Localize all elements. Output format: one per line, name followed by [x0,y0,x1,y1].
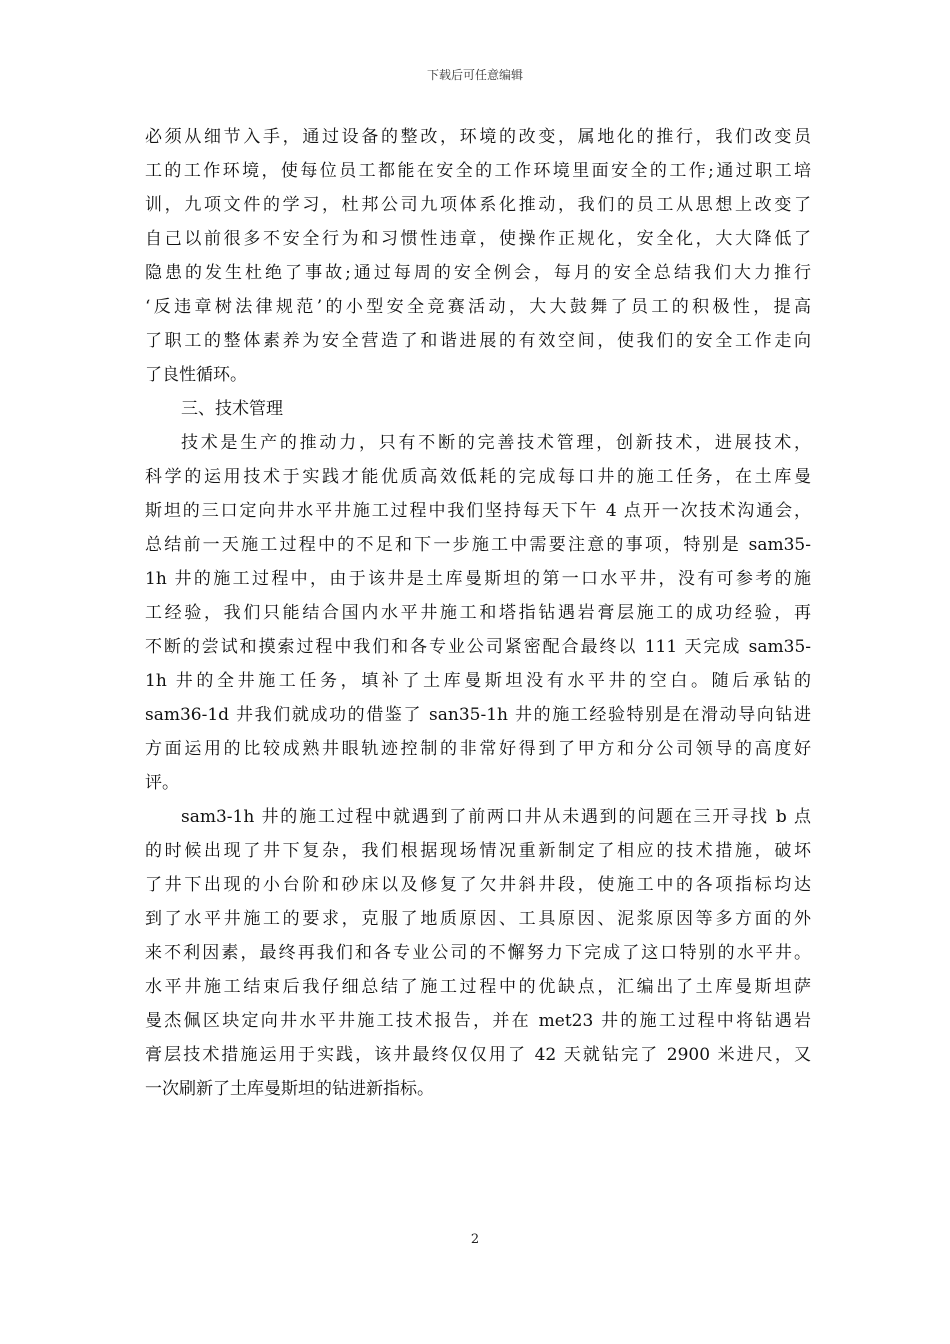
text-line: 自己以前很多不安全行为和习惯性违章，使操作正规化，安全化，大大降低了 [145,229,811,249]
text-line: 必须从细节入手，通过设备的整改，环境的改变，属地化的推行，我们改变员 [145,127,811,147]
text-line: 工经验，我们只能结合国内水平井施工和塔指钻遇岩膏层施工的成功经验，再 [145,603,811,623]
text-line: 技术是生产的推动力，只有不断的完善技术管理，创新技术，进展技术， [181,433,811,453]
text-line: 1h 井的全井施工任务，填补了土库曼斯坦没有水平井的空白。随后承钻的 [145,671,811,691]
text-line: 斯坦的三口定向井水平井施工过程中我们坚持每天下午 4 点开一次技术沟通会， [145,501,811,521]
text-line: 1h 井的施工过程中，由于该井是土库曼斯坦的第一口水平井，没有可参考的施 [145,569,811,589]
text-line: sam36-1d 井我们就成功的借鉴了 san35-1h 井的施工经验特别是在滑动导向钻进 [145,705,811,725]
document-body [145,120,811,1106]
text-line: 膏层技术措施运用于实践，该井最终仅仅用了 42 天就钻完了 2900 米进尺，又 [145,1045,811,1065]
text-line: 了职工的整体素养为安全营造了和谐进展的有效空间，使我们的安全工作走向 [145,331,811,351]
text-line: 来不利因素，最终再我们和各专业公司的不懈努力下完成了这口特别的水平井。 [145,943,811,963]
section-heading: 三、技术管理 [181,399,283,419]
page-header: 下载后可任意编辑 [426,68,523,82]
text-line: ‘反违章树法律规范’的小型安全竞赛活动，大大鼓舞了员工的积极性，提高 [145,297,811,317]
text-line: 水平井施工结束后我仔细总结了施工过程中的优缺点，汇编出了土库曼斯坦萨 [145,977,811,997]
text-line: 到了水平井施工的要求，克服了地质原因、工具原因、泥浆原因等多方面的外 [145,909,811,929]
text-line: 的时候出现了井下复杂，我们根据现场情况重新制定了相应的技术措施，破坏 [145,841,811,861]
text-line: 工的工作环境，使每位员工都能在安全的工作环境里面安全的工作;通过职工培 [145,161,811,181]
text-line: 隐患的发生杜绝了事故;通过每周的安全例会，每月的安全总结我们大力推行 [145,263,811,283]
text-line: 科学的运用技术于实践才能优质高效低耗的完成每口井的施工任务，在土库曼 [145,467,811,487]
text-line: 了良性循环。 [145,365,247,385]
text-line: 不断的尝试和摸索过程中我们和各专业公司紧密配合最终以 111 天完成 sam35- [145,637,811,657]
text-line: sam3-1h 井的施工过程中就遇到了前两口井从未遇到的问题在三开寻找 b 点 [181,807,811,827]
page-number: 2 [470,1232,480,1247]
text-line: 方面运用的比较成熟井眼轨迹控制的非常好得到了甲方和分公司领导的高度好 [145,739,811,759]
text-line: 评。 [145,773,179,793]
text-line: 总结前一天施工过程中的不足和下一步施工中需要注意的事项，特别是 sam35- [145,535,811,555]
text-line: 了井下出现的小台阶和砂床以及修复了欠井斜井段，使施工中的各项指标均达 [145,875,811,895]
text-line: 曼杰佩区块定向井水平井施工技术报告，并在 met23 井的施工过程中将钻遇岩 [145,1011,811,1031]
text-line: 一次刷新了土库曼斯坦的钻进新指标。 [145,1079,434,1099]
text-line: 训，九项文件的学习，杜邦公司九项体系化推动，我们的员工从思想上改变了 [145,195,811,215]
